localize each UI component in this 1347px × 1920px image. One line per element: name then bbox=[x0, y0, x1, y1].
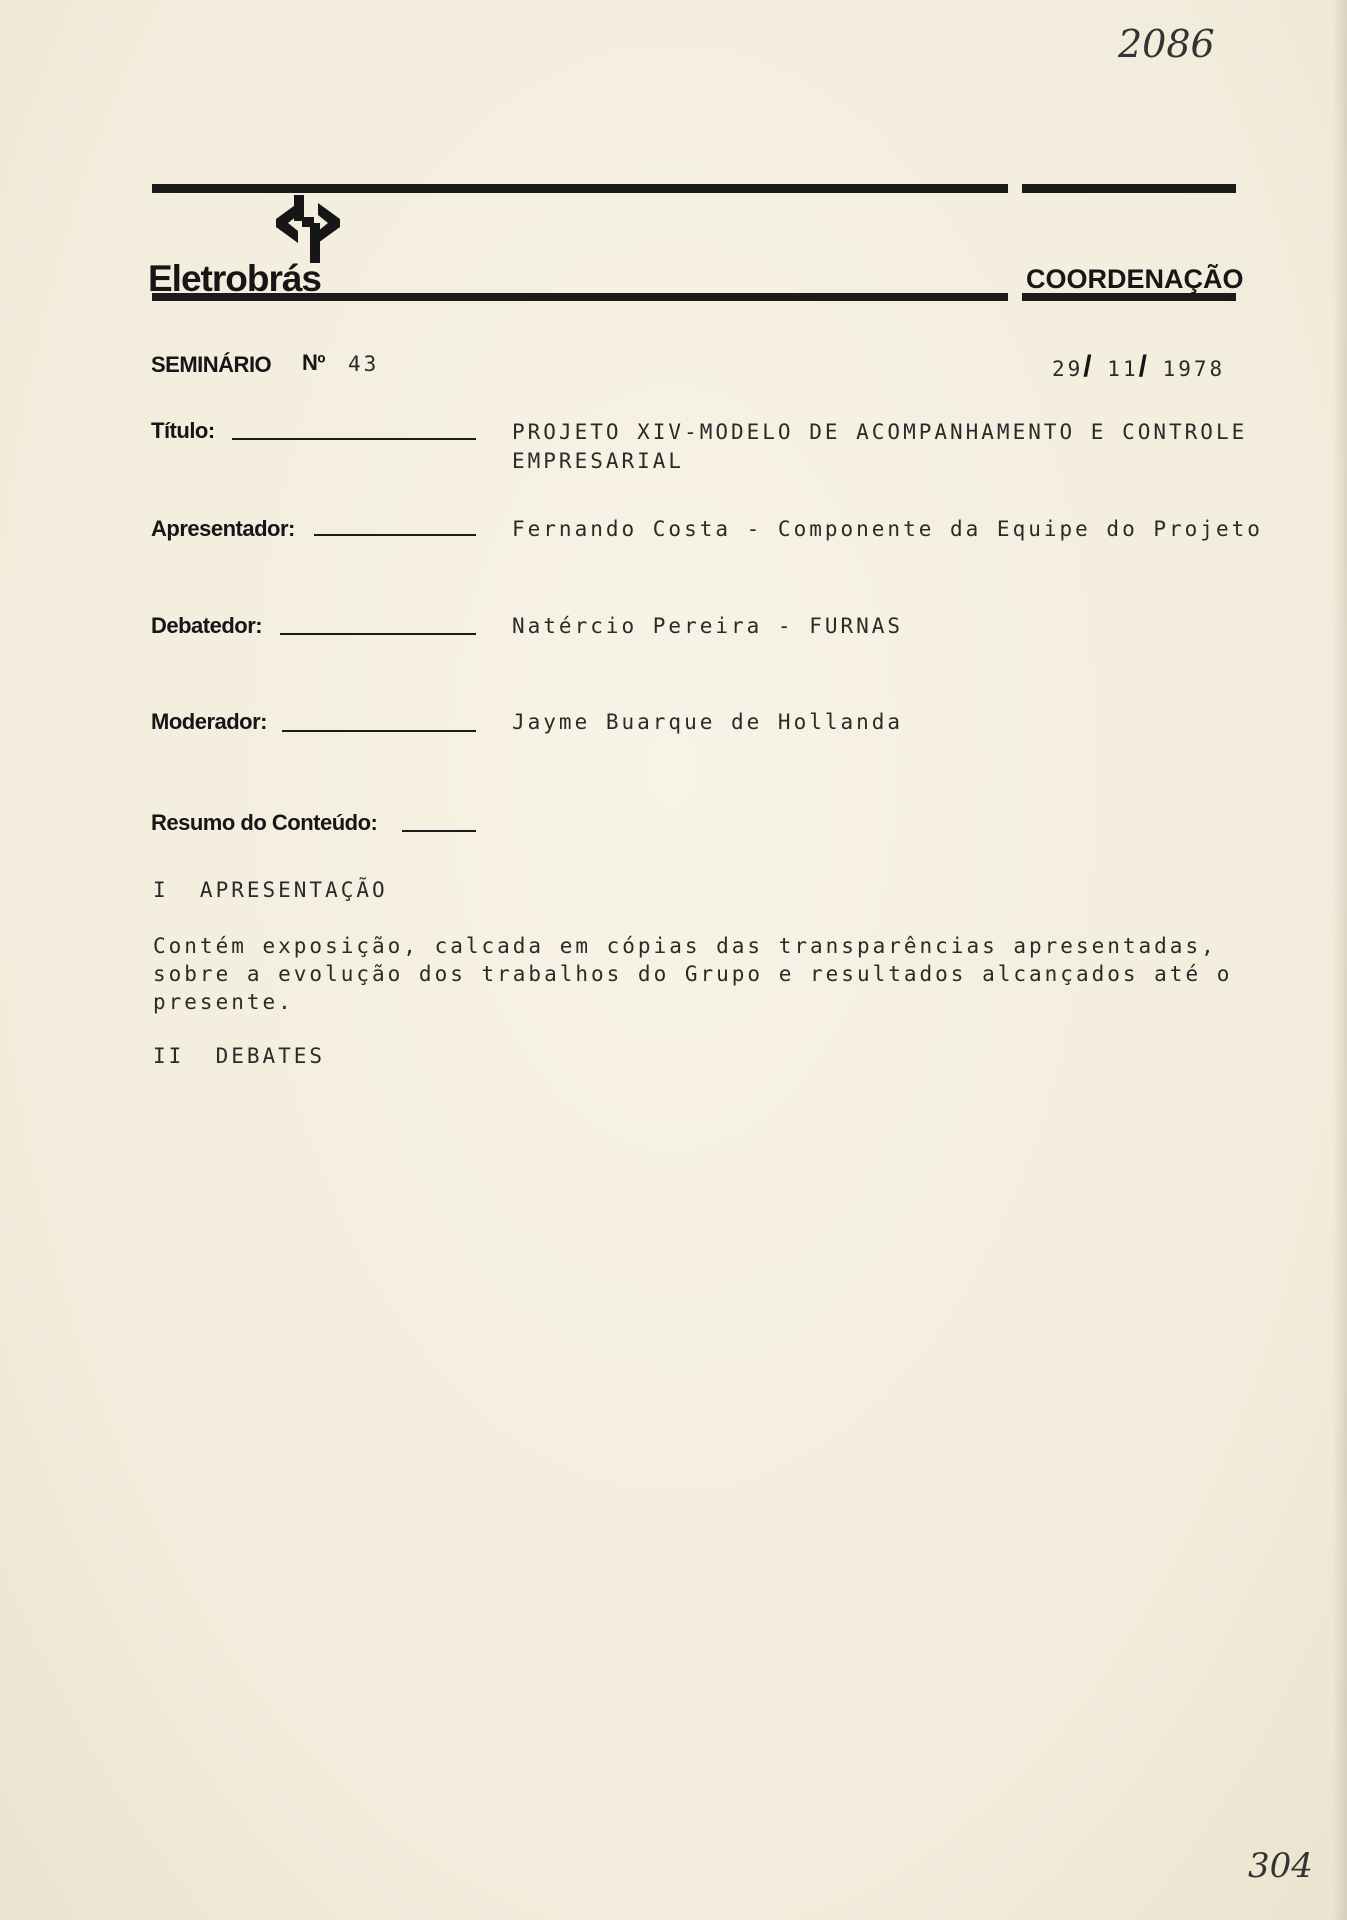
header-top-bar-right bbox=[1022, 184, 1236, 193]
date-year: 1978 bbox=[1162, 357, 1226, 381]
handwritten-page-number: 2086 bbox=[1118, 22, 1215, 66]
date-month: 11 bbox=[1107, 357, 1139, 381]
section1-line1: Contém exposição, calcada em cópias das transparências apresentadas, bbox=[153, 934, 1217, 958]
moderador-label: Moderador: bbox=[151, 709, 267, 734]
section2-title: II DEBATES bbox=[153, 1044, 326, 1068]
date-day: 29 bbox=[1052, 357, 1084, 381]
department-title: COORDENAÇÃO bbox=[1026, 264, 1244, 294]
resumo-underline bbox=[402, 830, 476, 832]
seminar-number: 43 bbox=[348, 352, 380, 376]
page-edge-shadow bbox=[1333, 0, 1347, 1920]
date-separator-2: / bbox=[1138, 350, 1147, 383]
apresentador-label: Apresentador: bbox=[151, 516, 295, 541]
section1-line2: sobre a evolução dos trabalhos do Grupo e resultados alcançados até o bbox=[153, 962, 1233, 986]
titulo-underline bbox=[232, 438, 476, 440]
titulo-value-line2: EMPRESARIAL bbox=[512, 449, 685, 473]
debatedor-label: Debatedor: bbox=[151, 613, 263, 638]
moderador-value: Jayme Buarque de Hollanda bbox=[512, 710, 904, 734]
moderador-underline bbox=[282, 730, 476, 732]
eletrobras-logo-icon bbox=[272, 193, 344, 265]
header-top-bar-left bbox=[152, 184, 1008, 193]
seminar-label: SEMINÁRIO bbox=[151, 352, 272, 377]
date-separator-1: / bbox=[1083, 350, 1092, 383]
handwritten-folio-number: 304 bbox=[1248, 1846, 1313, 1886]
brand-name: Eletrobrás bbox=[148, 258, 322, 299]
number-label: Nº bbox=[302, 350, 325, 375]
resumo-label: Resumo do Conteúdo: bbox=[151, 810, 378, 835]
section1-title: I APRESENTAÇÃO bbox=[153, 878, 388, 902]
apresentador-value: Fernando Costa - Componente da Equipe do Projeto bbox=[512, 517, 1263, 541]
section1-line3: presente. bbox=[153, 990, 294, 1014]
seminar-date bbox=[1052, 350, 1225, 384]
titulo-label: Título: bbox=[151, 418, 215, 443]
debatedor-value: Natércio Pereira - FURNAS bbox=[512, 614, 904, 638]
apresentador-underline bbox=[314, 534, 476, 536]
debatedor-underline bbox=[280, 633, 476, 635]
titulo-value-line1: PROJETO XIV-MODELO DE ACOMPANHAMENTO E CONTROLE bbox=[512, 420, 1248, 444]
